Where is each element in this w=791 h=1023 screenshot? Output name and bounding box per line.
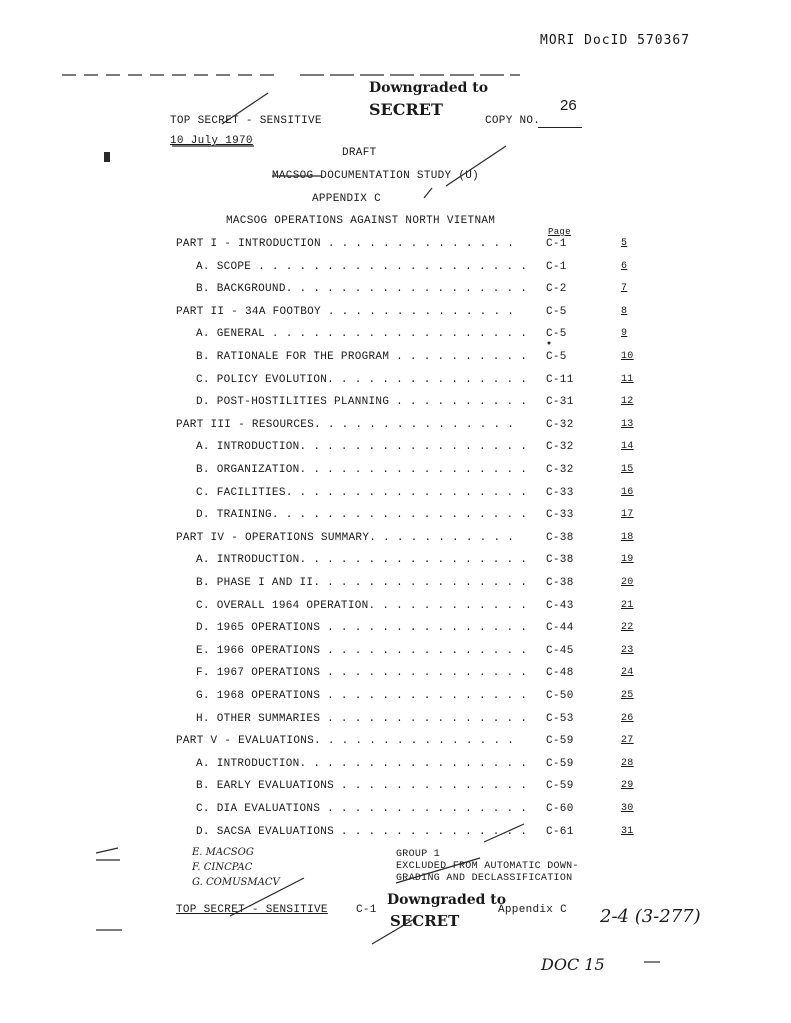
toc-entry-page: C-43 (546, 600, 574, 612)
toc-entry-label: B. RATIONALE FOR THE PROGRAM . . . . . . . . . . (196, 351, 528, 363)
toc-entry-margin-number: 28 (621, 758, 634, 769)
toc-entry-page: C-48 (546, 667, 574, 679)
toc-entry-label: C. DIA EVALUATIONS . . . . . . . . . . . . . . . (196, 803, 528, 815)
toc-entry-label: C. OVERALL 1964 OPERATION. . . . . . . . . . . . (196, 600, 528, 612)
toc-entry-label: E. 1966 OPERATIONS . . . . . . . . . . . . . . . (196, 645, 528, 657)
toc-entry-margin-number: 14 (621, 441, 634, 452)
toc-entry-label: A. INTRODUCTION. . . . . . . . . . . . . . . . . (196, 554, 528, 566)
group-line: GRADING AND DECLASSIFICATION (396, 873, 573, 884)
toc-entry-page: C-33 (546, 509, 574, 521)
strike-classification-bottom (230, 878, 304, 916)
toc-entry-label: A. INTRODUCTION. . . . . . . . . . . . . . . . . (196, 441, 528, 453)
handwritten-doc-number: DOC 15 (541, 955, 605, 974)
toc-entry-margin-number: 11 (621, 374, 634, 385)
strike-last-row (484, 824, 524, 842)
document-title: MACSOG OPERATIONS AGAINST NORTH VIETNAM (226, 215, 496, 227)
secret-stamp-top: SECRET (369, 100, 443, 119)
toc-entry-margin-number: 25 (621, 690, 634, 701)
classification-top: TOP SECRET - SENSITIVE (170, 115, 322, 127)
toc-entry-margin-number: 26 (621, 713, 634, 724)
toc-entry-label: B. PHASE I AND II. . . . . . . . . . . . . . . . (196, 577, 528, 589)
check-mark-appendix (424, 188, 432, 198)
toc-entry-label: B. EARLY EVALUATIONS . . . . . . . . . . . . . . (196, 780, 528, 792)
page-id: C-1 (356, 904, 377, 916)
toc-entry-label: D. 1965 OPERATIONS . . . . . . . . . . . . . . . (196, 622, 528, 634)
toc-entry-margin-number: 9 (621, 328, 628, 339)
toc-entry-margin-number: 15 (621, 464, 634, 475)
toc-entry-label: PART V - EVALUATIONS. . . . . . . . . . . . . . . (176, 735, 515, 747)
toc-entry-page: C-32 (546, 419, 574, 431)
toc-entry-margin-number: 29 (621, 780, 634, 791)
toc-entry-label: PART II - 34A FOOTBOY . . . . . . . . . . . . . . (176, 306, 515, 318)
toc-entry-label: A. INTRODUCTION. . . . . . . . . . . . . . . . . (196, 758, 528, 770)
downgrade-stamp-bottom: Downgraded to (387, 892, 507, 908)
toc-entry-margin-number: 24 (621, 667, 634, 678)
toc-entry-margin-number: 7 (621, 283, 628, 294)
toc-entry-label: D. SACSA EVALUATIONS . . . . . . . . . . . . . . (196, 826, 528, 838)
toc-entry-page: C-38 (546, 554, 574, 566)
secret-stamp-bottom: SECRET (390, 912, 460, 930)
toc-entry-label: PART IV - OPERATIONS SUMMARY. . . . . . . . . . . (176, 532, 515, 544)
toc-entry-page: C-33 (546, 487, 574, 499)
toc-entry-label: D. POST-HOSTILITIES PLANNING . . . . . . . . . . (196, 396, 528, 408)
page-column-header: Page (548, 227, 571, 237)
toc-entry-margin-number: 31 (621, 826, 634, 837)
appendix-title: APPENDIX C (312, 193, 382, 205)
toc-entry-label: PART III - RESOURCES. . . . . . . . . . . . . . . (176, 419, 515, 431)
copy-number: 26 (560, 97, 577, 114)
toc-entry-label: B. ORGANIZATION. . . . . . . . . . . . . . . . . (196, 464, 528, 476)
toc-entry-label: H. OTHER SUMMARIES . . . . . . . . . . . . . . . (196, 713, 528, 725)
downgrade-stamp-top: Downgraded to (369, 80, 489, 96)
group-line: EXCLUDED FROM AUTOMATIC DOWN- (396, 861, 579, 872)
document-date: 10 July 1970 (170, 135, 253, 147)
toc-entry-label: D. TRAINING. . . . . . . . . . . . . . . . . . . (196, 509, 528, 521)
toc-entry-page: C-59 (546, 735, 574, 747)
toc-entry-page: C-5 (546, 328, 567, 340)
toc-entry-margin-number: 5 (621, 238, 628, 249)
toc-entry-page: C-45 (546, 645, 574, 657)
toc-entry-margin-number: 21 (621, 600, 634, 611)
toc-entry-page: C-38 (546, 577, 574, 589)
mori-doc-id: MORI DocID 570367 (540, 33, 691, 48)
toc-entry-margin-number: 20 (621, 577, 634, 588)
toc-entry-margin-number: 30 (621, 803, 634, 814)
toc-entry-page: C-5 (546, 351, 567, 363)
margin-mark (104, 152, 110, 162)
toc-entry-page: C-38 (546, 532, 574, 544)
toc-entry-page: C-44 (546, 622, 574, 634)
toc-entry-page: C-60 (546, 803, 574, 815)
toc-entry-label: A. SCOPE . . . . . . . . . . . . . . . . . . . . (196, 261, 528, 273)
toc-entry-label: A. GENERAL . . . . . . . . . . . . . . . . . . . (196, 328, 528, 340)
toc-entry-page: C-1 (546, 261, 567, 273)
toc-entry-label: C. FACILITIES. . . . . . . . . . . . . . . . . . (196, 487, 528, 499)
toc-entry-margin-number: 6 (621, 261, 628, 272)
classification-bottom: TOP SECRET - SENSITIVE (176, 904, 328, 916)
handwritten-ref-code: 2-4 (3-277) (600, 906, 701, 927)
toc-entry-page: C-1 (546, 238, 567, 250)
toc-entry-margin-number: 10 (621, 351, 634, 362)
toc-entry-page: C-59 (546, 780, 574, 792)
toc-entry-margin-number: 18 (621, 532, 634, 543)
group-line: GROUP 1 (396, 849, 441, 860)
toc-entry-label: F. 1967 OPERATIONS . . . . . . . . . . . . . . . (196, 667, 528, 679)
margin-arrow (96, 848, 118, 853)
toc-entry-margin-number: 8 (621, 306, 628, 317)
draft-label: DRAFT (342, 147, 377, 159)
stray-dot (548, 342, 551, 345)
toc-entry-page: C-50 (546, 690, 574, 702)
toc-entry-label: C. POLICY EVOLUTION. . . . . . . . . . . . . . . (196, 374, 528, 386)
handwritten-item: G. COMUSMACV (192, 877, 280, 888)
toc-entry-margin-number: 13 (621, 419, 634, 430)
toc-entry-margin-number: 12 (621, 396, 634, 407)
toc-entry-label: G. 1968 OPERATIONS . . . . . . . . . . . . . . . (196, 690, 528, 702)
toc-entry-margin-number: 27 (621, 735, 634, 746)
strike-group-box (396, 858, 480, 883)
appendix-footer-label: Appendix C (498, 904, 568, 916)
handwritten-item: F. CINCPAC (192, 862, 253, 873)
toc-entry-label: PART I - INTRODUCTION . . . . . . . . . . . . . . (176, 238, 515, 250)
toc-entry-margin-number: 23 (621, 645, 634, 656)
copy-label: COPY NO. (485, 115, 541, 127)
strike-secret-bottom (372, 918, 416, 944)
toc-entry-page: C-61 (546, 826, 574, 838)
toc-entry-page: C-11 (546, 374, 574, 386)
toc-entry-page: C-32 (546, 441, 574, 453)
toc-entry-page: C-31 (546, 396, 574, 408)
toc-entry-margin-number: 22 (621, 622, 634, 633)
toc-entry-page: C-5 (546, 306, 567, 318)
toc-entry-page: C-32 (546, 464, 574, 476)
toc-entry-margin-number: 19 (621, 554, 634, 565)
handwritten-item: E. MACSOG (192, 847, 254, 858)
toc-entry-page: C-53 (546, 713, 574, 725)
study-title: MACSOG DOCUMENTATION STUDY (U) (272, 170, 480, 182)
toc-entry-page: C-2 (546, 283, 567, 295)
strike-study-title (446, 146, 506, 186)
strike-classification-top (222, 93, 268, 124)
toc-entry-margin-number: 17 (621, 509, 634, 520)
toc-entry-page: C-59 (546, 758, 574, 770)
toc-entry-margin-number: 16 (621, 487, 634, 498)
toc-entry-label: B. BACKGROUND. . . . . . . . . . . . . . . . . . (196, 283, 528, 295)
